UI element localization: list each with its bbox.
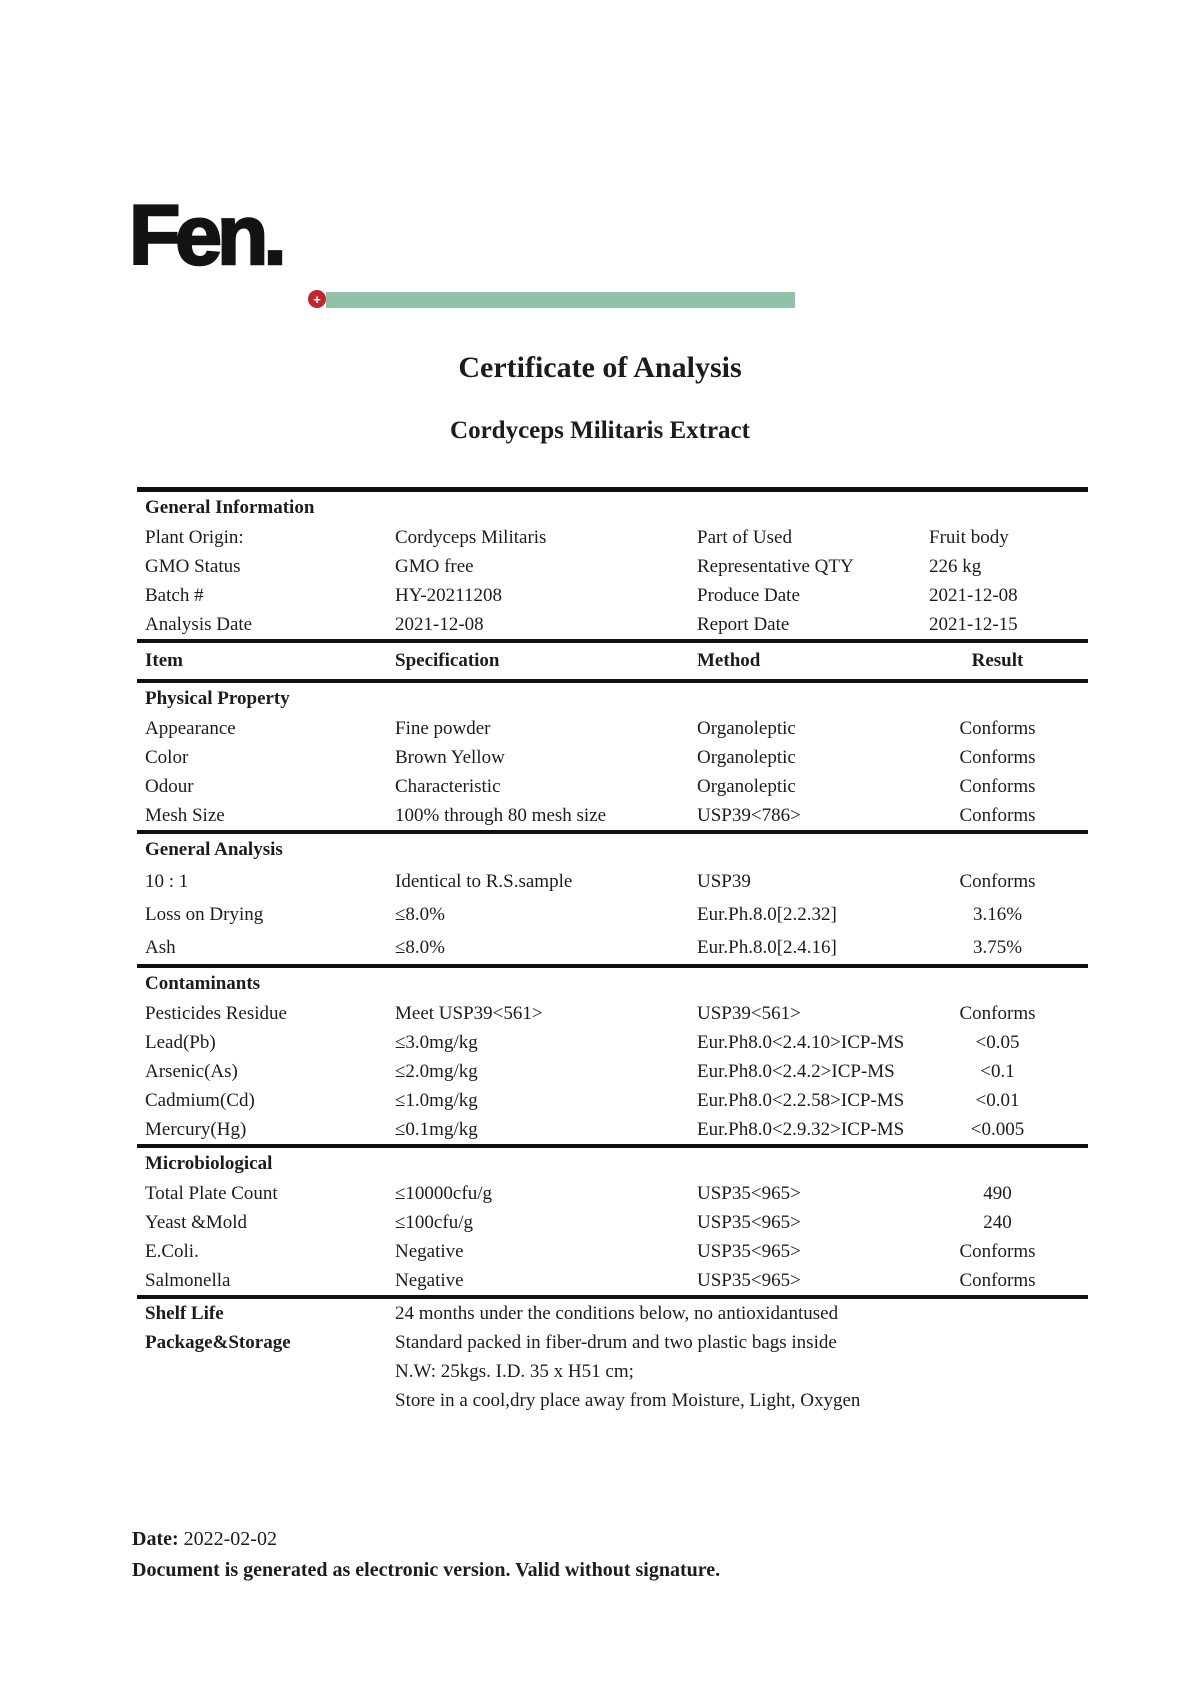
shelf-life-section [137,1299,1088,1415]
shelf-text: 24 months under the conditions below, no antioxidantused [395,1303,839,1324]
cell-result: 240 [983,1212,1012,1233]
table-header-row [137,643,1088,679]
cell-item: Mesh Size [145,805,225,826]
table-row [137,1086,1088,1115]
cell-specification: Meet USP39<561> [395,1003,543,1024]
col-header-item: Item [145,650,183,671]
shelf-text: Store in a cool,dry place away from Moisture, Light, Oxygen [395,1390,861,1411]
section-title: General Analysis [145,839,283,860]
cell-specification: Characteristic [395,776,501,797]
table-row [137,865,1088,898]
cell-method: Eur.Ph8.0<2.2.58>ICP-MS [697,1090,905,1111]
general-info-label: Part of Used [697,527,792,548]
table-row [137,1266,1088,1295]
shelf-text: Standard packed in fiber-drum and two plastic bags inside [395,1332,837,1353]
shelf-label: Shelf Life [145,1303,224,1324]
section-title: Microbiological [145,1153,273,1174]
shelf-label: Package&Storage [145,1332,291,1353]
table-row [137,801,1088,830]
cell-specification: ≤100cfu/g [395,1212,473,1233]
general-info-label: GMO Status [145,556,241,577]
cell-result: <0.005 [970,1119,1025,1140]
cell-specification: ≤8.0% [395,937,446,958]
cell-item: Appearance [145,718,236,739]
cell-specification: ≤10000cfu/g [395,1183,492,1204]
cell-item: Salmonella [145,1270,231,1291]
section-title: Contaminants [145,973,261,994]
section-title-general-information: General Information [145,497,315,518]
cell-method: USP39 [697,871,751,892]
table-row [137,1179,1088,1208]
table-row [137,1237,1088,1266]
cell-method: USP35<965> [697,1241,801,1262]
cell-specification: ≤0.1mg/kg [395,1119,478,1140]
cell-method: Eur.Ph8.0<2.4.2>ICP-MS [697,1061,895,1082]
cell-method: USP35<965> [697,1270,801,1291]
cell-method: Eur.Ph8.0<2.4.10>ICP-MS [697,1032,905,1053]
cell-result: Conforms [959,718,1036,739]
general-information-rows [137,523,1088,639]
cell-method: Eur.Ph.8.0[2.2.32] [697,904,837,925]
general-info-label: Report Date [697,614,790,635]
general-info-row [137,552,1088,581]
footer-date-line [132,1524,720,1555]
general-info-row [137,581,1088,610]
cell-method: USP35<965> [697,1183,801,1204]
general-info-value: HY-20211208 [395,585,502,606]
cell-item: Color [145,747,189,768]
general-info-label: Produce Date [697,585,800,606]
cell-item: Loss on Drying [145,904,264,925]
cell-specification: Negative [395,1270,464,1291]
table-row [137,772,1088,801]
general-info-label: Plant Origin: [145,527,244,548]
col-header-method: Method [697,650,761,671]
cell-result: 490 [983,1183,1012,1204]
cell-item: 10 : 1 [145,871,189,892]
footer-date-value: 2022-02-02 [183,1528,277,1550]
cell-result: Conforms [959,871,1036,892]
shelf-text: N.W: 25kgs. I.D. 35 x H51 cm; [395,1361,634,1382]
cell-item: Lead(Pb) [145,1032,216,1053]
general-info-row [137,523,1088,552]
table-row [137,714,1088,743]
table-row [137,1115,1088,1144]
cell-item: Arsenic(As) [145,1061,238,1082]
cell-method: Organoleptic [697,747,796,768]
table-row [137,1208,1088,1237]
footer [132,1524,720,1586]
shelf-row [137,1386,1088,1415]
general-info-value: GMO free [395,556,474,577]
cell-item: E.Coli. [145,1241,199,1262]
cell-result: <0.05 [975,1032,1020,1053]
logo-text: Fen. [129,188,282,282]
cell-item: Cadmium(Cd) [145,1090,255,1111]
cell-result: Conforms [959,776,1036,797]
general-info-label: Representative QTY [697,556,854,577]
table-row [137,898,1088,931]
product-name: Cordyceps Militaris Extract [450,417,750,444]
cell-specification: ≤2.0mg/kg [395,1061,478,1082]
cell-result: Conforms [959,1270,1036,1291]
cell-specification: Negative [395,1241,464,1262]
general-info-label: Batch # [145,585,204,606]
shelf-row [137,1328,1088,1357]
shelf-label [137,1386,395,1415]
cell-item: Total Plate Count [145,1183,278,1204]
table-row [137,931,1088,964]
cell-specification: Brown Yellow [395,747,505,768]
general-info-value: 2021-12-08 [929,585,1018,606]
cell-result: 3.75% [972,937,1023,958]
general-info-value: 2021-12-08 [395,614,484,635]
cell-specification: 100% through 80 mesh size [395,805,607,826]
cell-result: Conforms [959,805,1036,826]
cell-item: Ash [145,937,176,958]
col-header-result: Result [971,650,1024,671]
table-row [137,999,1088,1028]
footer-note: Document is generated as electronic version. Valid without signature. [132,1559,721,1581]
table-row [137,1057,1088,1086]
cell-method: USP39<786> [697,805,801,826]
logo-bar [326,292,795,308]
cell-specification: ≤8.0% [395,904,446,925]
cell-specification: Fine powder [395,718,491,739]
table-row [137,1028,1088,1057]
col-header-specification: Specification [395,650,500,671]
shelf-row [137,1299,1088,1328]
cell-method: Organoleptic [697,776,796,797]
logo-plus-icon: + [308,290,326,308]
general-info-value: Cordyceps Militaris [395,527,547,548]
cell-method: Eur.Ph.8.0[2.4.16] [697,937,837,958]
table-row [137,743,1088,772]
cell-result: Conforms [959,1003,1036,1024]
cell-item: Odour [145,776,194,797]
cell-method: Organoleptic [697,718,796,739]
cell-result: <0.1 [980,1061,1015,1082]
cell-specification: ≤3.0mg/kg [395,1032,478,1053]
general-info-row [137,610,1088,639]
cell-specification: ≤1.0mg/kg [395,1090,478,1111]
shelf-label [137,1357,395,1386]
cell-specification: Identical to R.S.sample [395,871,573,892]
cell-result: 3.16% [972,904,1023,925]
cell-result: <0.01 [975,1090,1020,1111]
general-info-label: Analysis Date [145,614,253,635]
general-info-value: 2021-12-15 [929,614,1018,635]
cell-item: Pesticides Residue [145,1003,287,1024]
cell-result: Conforms [959,1241,1036,1262]
shelf-row [137,1357,1088,1386]
cell-method: Eur.Ph8.0<2.9.32>ICP-MS [697,1119,905,1140]
footer-date-label: Date: [132,1528,179,1550]
cell-method: USP35<965> [697,1212,801,1233]
table-sections [137,683,1088,1299]
cell-item: Yeast &Mold [145,1212,248,1233]
section-title: Physical Property [145,688,290,709]
cell-item: Mercury(Hg) [145,1119,247,1140]
general-info-value: 226 kg [929,556,982,577]
cell-result: Conforms [959,747,1036,768]
cell-method: USP39<561> [697,1003,801,1024]
coa-table [137,487,1088,1415]
document-title: Certificate of Analysis [458,351,742,384]
general-info-value: Fruit body [929,527,1009,548]
